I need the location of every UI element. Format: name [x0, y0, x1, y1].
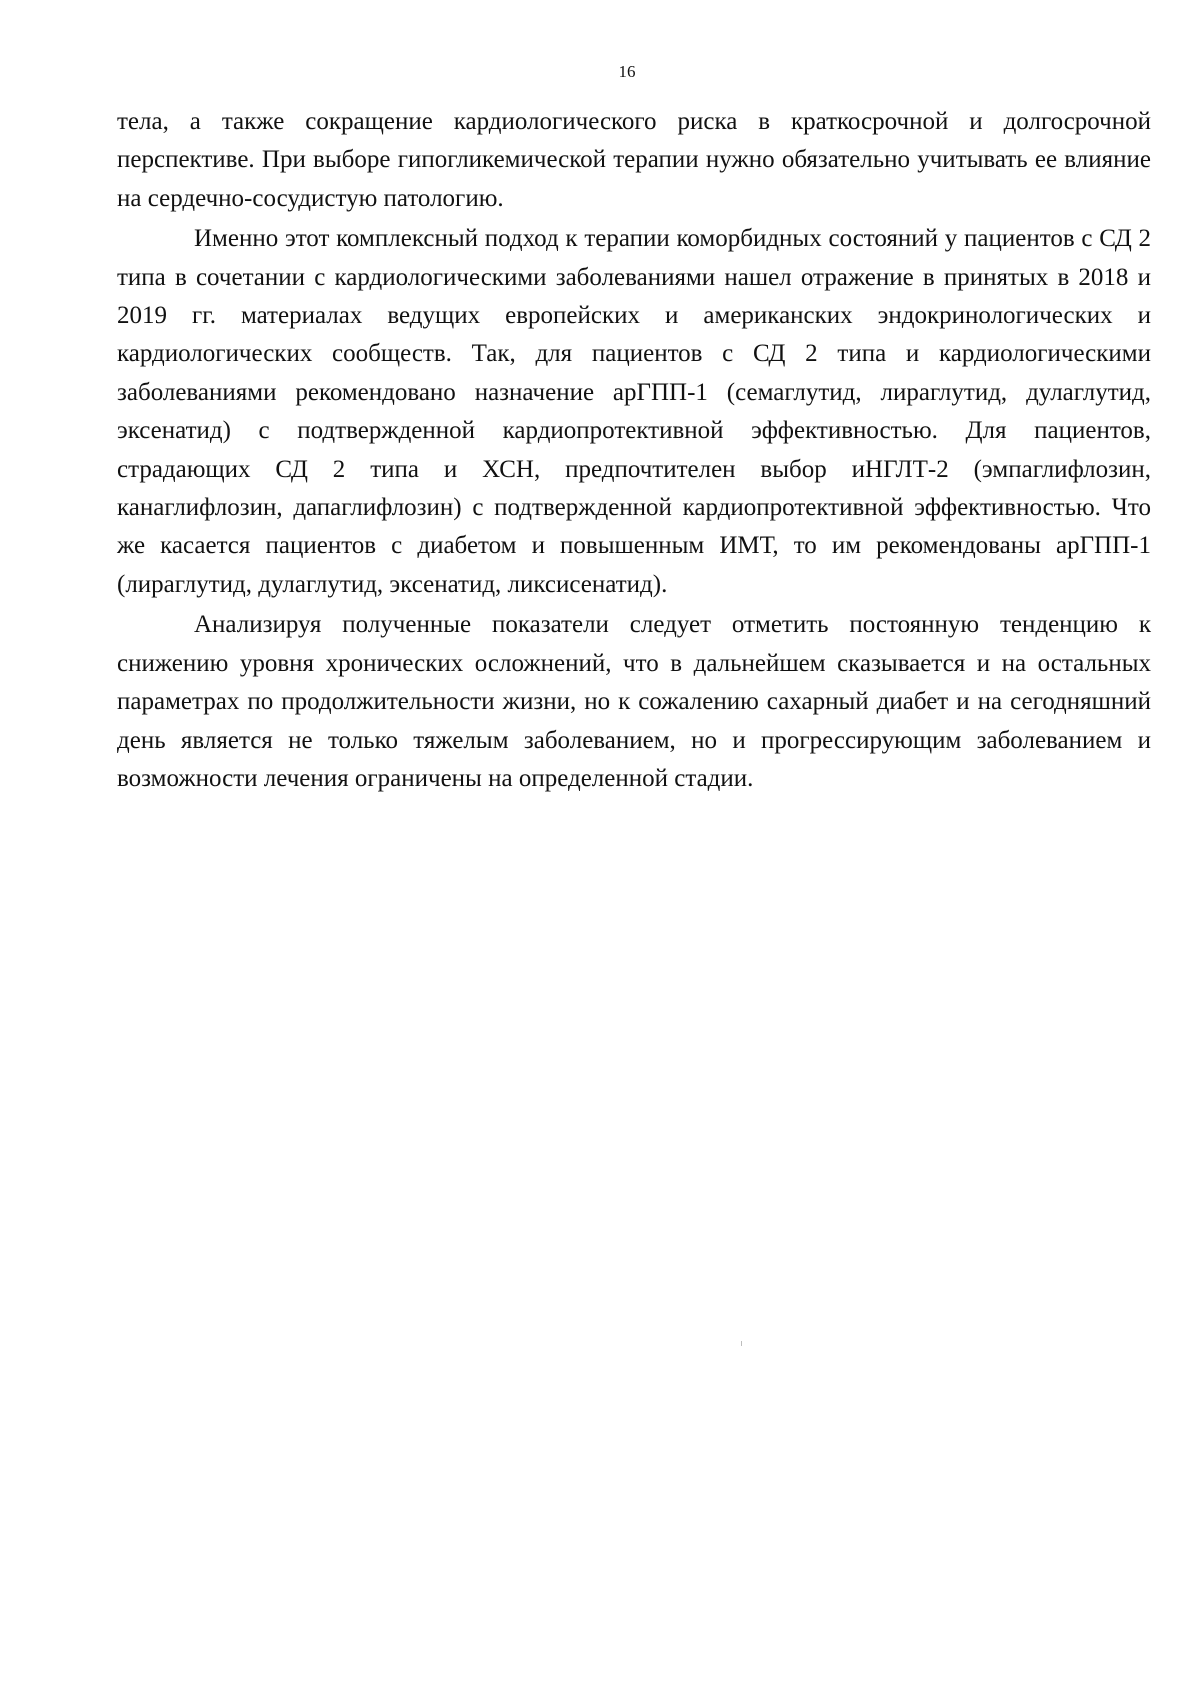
paragraph-continuation: тела, а также сокращение кардиологического риска в краткосрочной и долгосрочной перспективе. При выборе гипогликемической терапии нужно обязательно учитывать ее влияние на сердечно-сосудистую патологию.: [117, 108, 1151, 212]
paragraph-conclusion: Анализируя полученные показатели следует отметить постоянную тенденцию к снижению уровня хронических осложнений, что в дальнейшем сказывается и на остальных параметрах по продолжительности жизни, но к сожалению сахарный диабет и на сегодняшний день является не только тяжелым заболеванием, но и прогрессирующим заболеванием и возможности лечения ограничены на определенной стадии.: [117, 611, 1151, 792]
paragraph-treatment-guidelines: Именно этот комплексный подход к терапии коморбидных состояний у пациентов с СД 2 типа в сочетании с кардиологическими заболеваниями нашел отражение в принятых в 2018 и 2019 гг. материалах ведущих европейских и американских эндокринологических и кардиологических сообществ. Так, для пациентов с СД 2 типа и кардиологическими заболеваниями рекомендовано назначение арГПП-1 (семаглутид, лираглутид, дулаглутид, эксенатид) с подтвержденной кардиопротективной эффективностью. Для пациентов, страдающих СД 2 типа и ХСН, предпочтителен выбор иНГЛТ-2 (эмпаглифлозин, канаглифлозин, дапаглифлозин) с подтвержденной кардиопротективной эффективностью. Что же касается пациентов с диабетом и повышенным ИМТ, то им рекомендованы арГПП-1 (лираглутид, дулаглутид, эксенатид, ликсисенатид).: [117, 225, 1151, 598]
document-body: [117, 103, 1151, 798]
page-number: 16: [618, 62, 636, 81]
scan-artifact-mark: [741, 1341, 742, 1346]
